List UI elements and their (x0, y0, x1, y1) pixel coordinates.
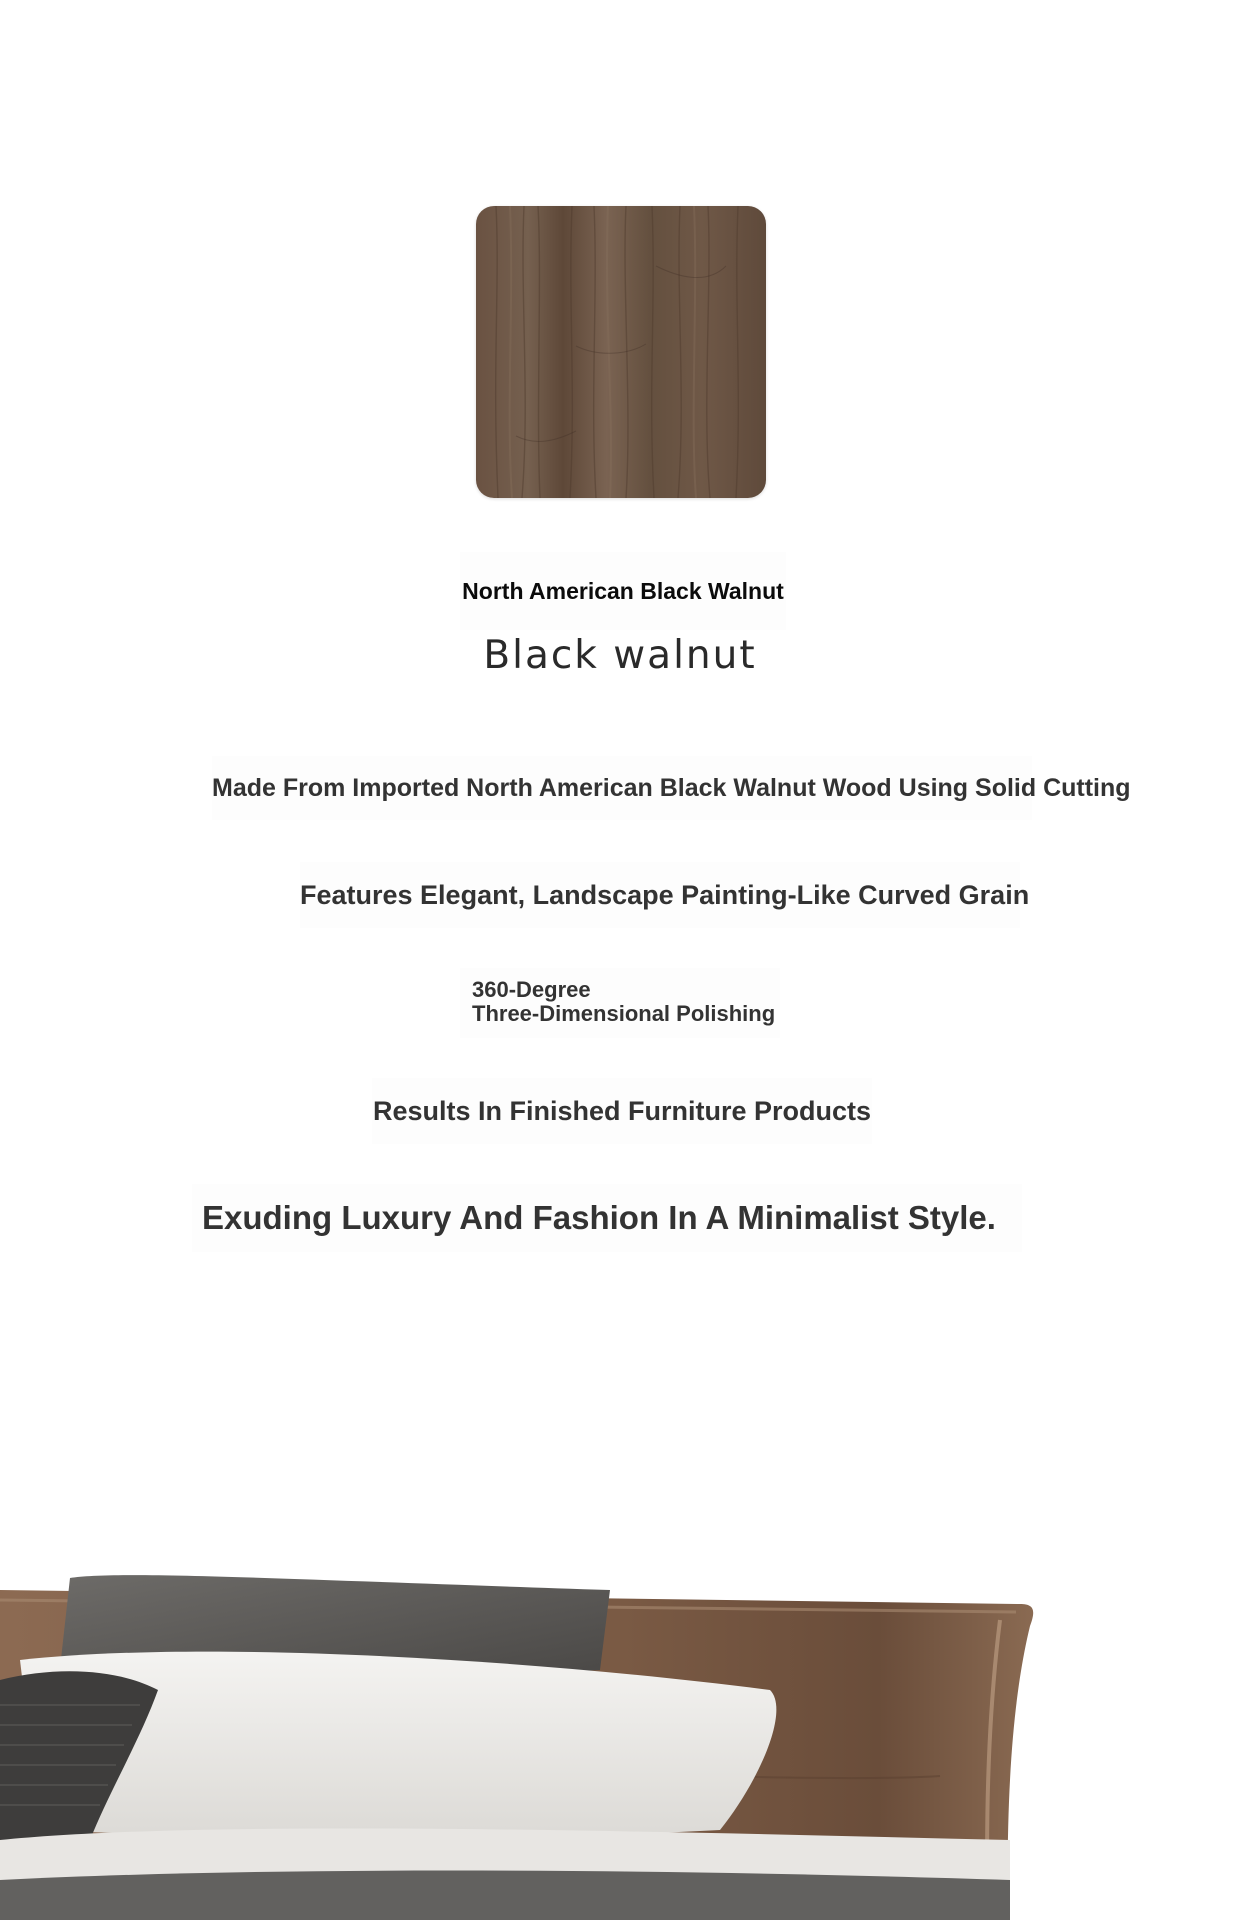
feature-exuding-luxury: Exuding Luxury And Fashion In A Minimalist Style. (192, 1184, 1022, 1252)
feature-made-from: Made From Imported North American Black Walnut Wood Using Solid Cutting (212, 756, 1032, 820)
feature-polishing (460, 968, 780, 1038)
feature-grain: Features Elegant, Landscape Painting-Like Curved Grain (300, 862, 1020, 928)
feature-polishing-line2: Three-Dimensional Polishing (472, 1001, 776, 1026)
wood-name-label: North American Black Walnut (460, 552, 786, 630)
feature-polishing-line1: 360-Degree (472, 977, 591, 1002)
wood-subtitle: Black walnut (483, 633, 757, 678)
feature-results: Results In Finished Furniture Products (372, 1078, 872, 1144)
walnut-bed-photo (0, 1540, 1240, 1920)
wood-grain-graphic (476, 206, 766, 498)
walnut-wood-swatch-image (476, 206, 766, 498)
bed-illustration (0, 1540, 1240, 1920)
